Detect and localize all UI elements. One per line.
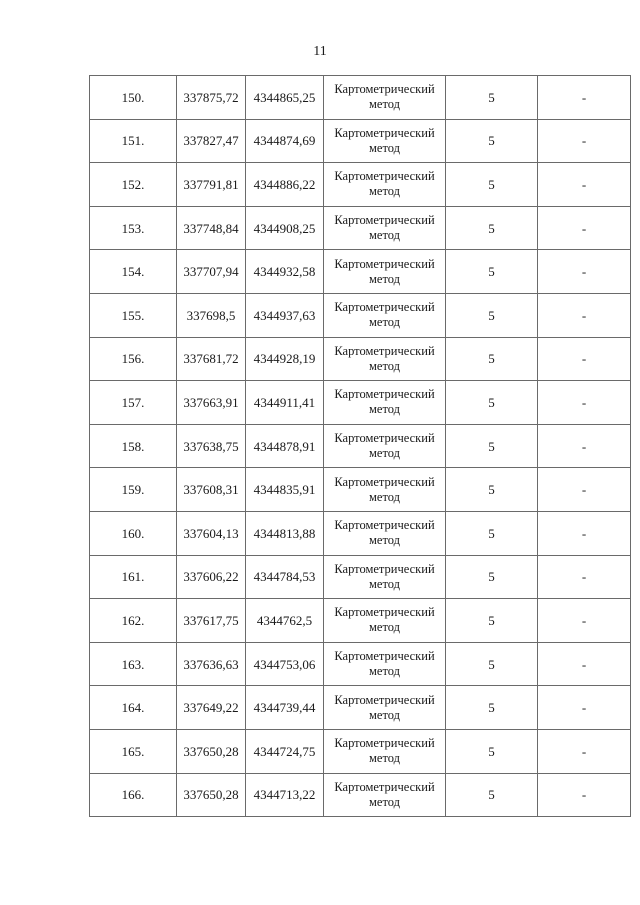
point-number-cell: 152. (90, 163, 177, 207)
method-cell: Картометрический метод (324, 163, 446, 207)
page-number: 11 (313, 44, 327, 59)
table-row (90, 468, 631, 512)
x-coordinate-cell: 337650,28 (177, 729, 246, 773)
table-row (90, 163, 631, 207)
note-cell: - (538, 163, 631, 207)
y-coordinate-cell: 4344908,25 (246, 206, 324, 250)
method-cell: Картометрический метод (324, 729, 446, 773)
table-row (90, 555, 631, 599)
y-coordinate-cell: 4344932,58 (246, 250, 324, 294)
table-row (90, 424, 631, 468)
note-cell: - (538, 381, 631, 425)
y-coordinate-cell: 4344724,75 (246, 729, 324, 773)
x-coordinate-cell: 337791,81 (177, 163, 246, 207)
y-coordinate-cell: 4344886,22 (246, 163, 324, 207)
note-cell: - (538, 337, 631, 381)
point-number-cell: 158. (90, 424, 177, 468)
coordinates-table (89, 75, 631, 817)
y-coordinate-cell: 4344835,91 (246, 468, 324, 512)
x-coordinate-cell: 337649,22 (177, 686, 246, 730)
note-cell: - (538, 599, 631, 643)
point-number-cell: 162. (90, 599, 177, 643)
note-cell: - (538, 642, 631, 686)
x-coordinate-cell: 337617,75 (177, 599, 246, 643)
method-cell: Картометрический метод (324, 250, 446, 294)
method-cell: Картометрический метод (324, 293, 446, 337)
point-number-cell: 164. (90, 686, 177, 730)
y-coordinate-cell: 4344784,53 (246, 555, 324, 599)
accuracy-cell: 5 (446, 599, 538, 643)
accuracy-cell: 5 (446, 163, 538, 207)
note-cell: - (538, 773, 631, 817)
method-cell: Картометрический метод (324, 468, 446, 512)
point-number-cell: 151. (90, 119, 177, 163)
table-row (90, 511, 631, 555)
method-cell: Картометрический метод (324, 381, 446, 425)
point-number-cell: 159. (90, 468, 177, 512)
note-cell: - (538, 468, 631, 512)
accuracy-cell: 5 (446, 206, 538, 250)
table-row (90, 76, 631, 120)
point-number-cell: 165. (90, 729, 177, 773)
table-row (90, 642, 631, 686)
y-coordinate-cell: 4344878,91 (246, 424, 324, 468)
point-number-cell: 166. (90, 773, 177, 817)
coordinates-table-body (90, 76, 631, 817)
accuracy-cell: 5 (446, 773, 538, 817)
note-cell: - (538, 511, 631, 555)
accuracy-cell: 5 (446, 511, 538, 555)
table-row (90, 293, 631, 337)
point-number-cell: 150. (90, 76, 177, 120)
method-cell: Картометрический метод (324, 773, 446, 817)
y-coordinate-cell: 4344739,44 (246, 686, 324, 730)
method-cell: Картометрический метод (324, 119, 446, 163)
point-number-cell: 161. (90, 555, 177, 599)
method-cell: Картометрический метод (324, 76, 446, 120)
note-cell: - (538, 293, 631, 337)
table-row (90, 337, 631, 381)
table-row (90, 599, 631, 643)
note-cell: - (538, 729, 631, 773)
accuracy-cell: 5 (446, 468, 538, 512)
x-coordinate-cell: 337638,75 (177, 424, 246, 468)
table-row (90, 119, 631, 163)
method-cell: Картометрический метод (324, 686, 446, 730)
table-row (90, 250, 631, 294)
note-cell: - (538, 76, 631, 120)
accuracy-cell: 5 (446, 555, 538, 599)
point-number-cell: 157. (90, 381, 177, 425)
y-coordinate-cell: 4344911,41 (246, 381, 324, 425)
x-coordinate-cell: 337604,13 (177, 511, 246, 555)
accuracy-cell: 5 (446, 337, 538, 381)
y-coordinate-cell: 4344713,22 (246, 773, 324, 817)
y-coordinate-cell: 4344937,63 (246, 293, 324, 337)
x-coordinate-cell: 337608,31 (177, 468, 246, 512)
point-number-cell: 156. (90, 337, 177, 381)
note-cell: - (538, 424, 631, 468)
accuracy-cell: 5 (446, 686, 538, 730)
point-number-cell: 160. (90, 511, 177, 555)
y-coordinate-cell: 4344874,69 (246, 119, 324, 163)
method-cell: Картометрический метод (324, 337, 446, 381)
x-coordinate-cell: 337748,84 (177, 206, 246, 250)
y-coordinate-cell: 4344762,5 (246, 599, 324, 643)
table-row (90, 206, 631, 250)
accuracy-cell: 5 (446, 729, 538, 773)
accuracy-cell: 5 (446, 250, 538, 294)
x-coordinate-cell: 337875,72 (177, 76, 246, 120)
point-number-cell: 153. (90, 206, 177, 250)
accuracy-cell: 5 (446, 293, 538, 337)
accuracy-cell: 5 (446, 76, 538, 120)
accuracy-cell: 5 (446, 381, 538, 425)
note-cell: - (538, 119, 631, 163)
method-cell: Картометрический метод (324, 599, 446, 643)
table-row (90, 773, 631, 817)
accuracy-cell: 5 (446, 424, 538, 468)
note-cell: - (538, 250, 631, 294)
x-coordinate-cell: 337827,47 (177, 119, 246, 163)
method-cell: Картометрический метод (324, 555, 446, 599)
y-coordinate-cell: 4344865,25 (246, 76, 324, 120)
point-number-cell: 154. (90, 250, 177, 294)
x-coordinate-cell: 337636,63 (177, 642, 246, 686)
x-coordinate-cell: 337650,28 (177, 773, 246, 817)
method-cell: Картометрический метод (324, 424, 446, 468)
x-coordinate-cell: 337681,72 (177, 337, 246, 381)
x-coordinate-cell: 337698,5 (177, 293, 246, 337)
y-coordinate-cell: 4344928,19 (246, 337, 324, 381)
table-row (90, 729, 631, 773)
table-row (90, 686, 631, 730)
y-coordinate-cell: 4344813,88 (246, 511, 324, 555)
point-number-cell: 163. (90, 642, 177, 686)
point-number-cell: 155. (90, 293, 177, 337)
x-coordinate-cell: 337606,22 (177, 555, 246, 599)
x-coordinate-cell: 337707,94 (177, 250, 246, 294)
method-cell: Картометрический метод (324, 511, 446, 555)
method-cell: Картометрический метод (324, 206, 446, 250)
accuracy-cell: 5 (446, 119, 538, 163)
table-row (90, 381, 631, 425)
x-coordinate-cell: 337663,91 (177, 381, 246, 425)
note-cell: - (538, 686, 631, 730)
y-coordinate-cell: 4344753,06 (246, 642, 324, 686)
note-cell: - (538, 555, 631, 599)
accuracy-cell: 5 (446, 642, 538, 686)
method-cell: Картометрический метод (324, 642, 446, 686)
note-cell: - (538, 206, 631, 250)
